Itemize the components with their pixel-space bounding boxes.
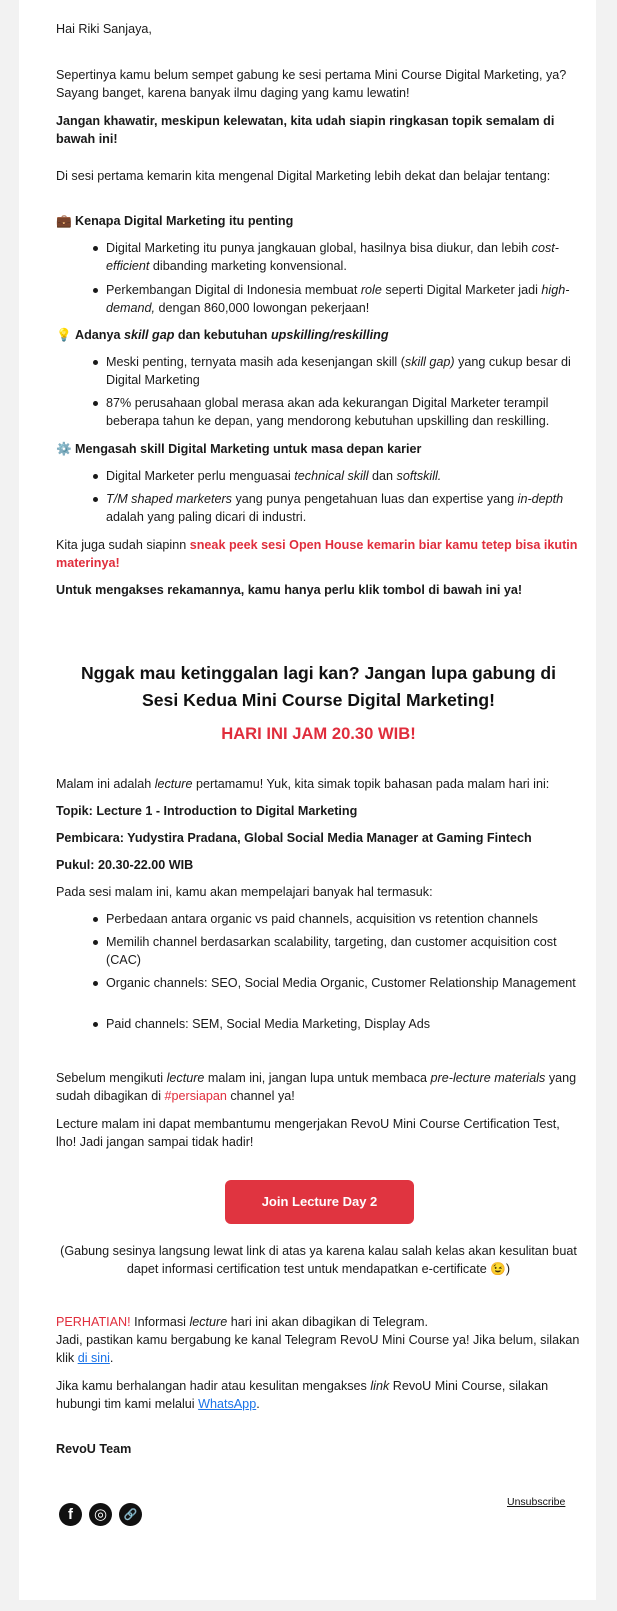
persiapan-channel-tag: #persiapan (164, 1089, 227, 1103)
telegram-link[interactable]: di sini (77, 1351, 110, 1365)
learn-intro: Pada sesi malam ini, kamu akan mempelajari banyak hal termasuk: (56, 885, 433, 899)
email-card (19, 0, 596, 1600)
unsubscribe-link[interactable]: Unsubscribe (507, 1496, 566, 1508)
headline: Nggak mau ketinggalan lagi kan? Jangan lupa gabung di Sesi Kedua Mini Course Digital Marketing! (80, 663, 557, 710)
instagram-icon[interactable]: ◎ (89, 1503, 112, 1526)
list-item: Organic channels: SEO, Social Media Organic, Customer Relationship Management (106, 974, 581, 992)
certification-paragraph: Lecture malam ini dapat membantumu mengerjakan RevoU Mini Course Certification Test, lho! Jadi jangan sampai tidak hadir! (56, 1117, 560, 1149)
time-banner: HARI INI JAM 20.30 WIB! (221, 724, 416, 743)
topic-heading-skill-gap: 💡 Adanya skill gap dan kebutuhan upskilling/reskilling (56, 328, 389, 342)
sneak-peek-highlight: sneak peek sesi Open House kemarin biar kamu tetep bisa ikutin materinya! (56, 538, 578, 570)
intro-bold-paragraph: Jangan khawatir, meskipun kelewatan, kita udah siapin ringkasan topik semalam di bawah ini! (56, 114, 555, 146)
intro-topics-paragraph: Di sesi pertama kemarin kita mengenal Digital Marketing lebih dekat dan belajar tentang: (56, 169, 551, 183)
list-item: Meski penting, ternyata masih ada kesenjangan skill (skill gap) yang cukup besar di Digital Marketing (106, 353, 581, 389)
lightbulb-icon: 💡 (56, 328, 72, 342)
gear-icon: ⚙️ (56, 442, 72, 456)
join-note: (Gabung sesinya langsung lewat link di atas ya karena kalau salah kelas akan kesulitan buat dapet informasi certification test untuk mendapatkan e-certificate 😉) (60, 1244, 577, 1276)
recording-access-paragraph: Untuk mengakses rekamannya, kamu hanya perlu klik tombol di bawah ini ya! (56, 583, 523, 597)
join-lecture-button[interactable]: Join Lecture Day 2 (225, 1180, 414, 1224)
list-item: Perkembangan Digital di Indonesia membuat role seperti Digital Marketer jadi high-demand, dengan 860,000 lowongan pekerjaan! (106, 281, 581, 317)
greeting: Hai Riki Sanjaya, (56, 22, 152, 36)
lecture-intro: Malam ini adalah lecture pertamamu! Yuk, kita simak topik bahasan pada malam hari ini: (56, 777, 550, 791)
telegram-warning: PERHATIAN! Informasi lecture hari ini akan dibagikan di Telegram. Jadi, pastikan kamu bergabung ke kanal Telegram RevoU Mini Course ya! Jika belum, silakan klik di sini. (56, 1315, 580, 1365)
topic-heading-importance: 💼 Kenapa Digital Marketing itu penting (56, 214, 294, 228)
list-item: Digital Marketer perlu menguasai technical skill dan softskill. (106, 467, 581, 485)
list-item: Perbedaan antara organic vs paid channels, acquisition vs retention channels (106, 910, 581, 928)
list-item: Digital Marketing itu punya jangkauan global, hasilnya bisa diukur, dan lebih cost-efficient dibanding marketing konvensional. (106, 239, 581, 275)
pre-lecture-paragraph: Sebelum mengikuti lecture malam ini, jangan lupa untuk membaca pre-lecture materials yang sudah dibagikan di #persiapan channel ya! (56, 1071, 577, 1103)
lecture-topic: Topik: Lecture 1 - Introduction to Digital Marketing (56, 804, 358, 818)
help-paragraph: Jika kamu berhalangan hadir atau kesulitan mengakses link RevoU Mini Course, silakan hubungi tim kami melalui WhatsApp. (56, 1379, 549, 1411)
whatsapp-link[interactable]: WhatsApp (198, 1397, 257, 1411)
list-item: Paid channels: SEM, Social Media Marketing, Display Ads (106, 1015, 581, 1033)
topic-heading-future-career: ⚙️ Mengasah skill Digital Marketing untuk masa depan karier (56, 442, 422, 456)
intro-paragraph: Sepertinya kamu belum sempet gabung ke sesi pertama Mini Course Digital Marketing, ya? Sayang banget, karena banyak ilmu daging yang kamu lewatin! (56, 68, 567, 100)
signature: RevoU Team (56, 1442, 132, 1456)
lecture-time: Pukul: 20.30-22.00 WIB (56, 858, 194, 872)
list-item: T/M shaped marketers yang punya pengetahuan luas dan expertise yang in-depth adalah yang paling dicari di industri. (106, 490, 581, 526)
facebook-icon[interactable]: f (59, 1503, 82, 1526)
link-icon[interactable]: 🔗 (119, 1503, 142, 1526)
warning-label: PERHATIAN! (56, 1315, 131, 1329)
briefcase-icon: 💼 (56, 214, 72, 228)
sneak-peek-paragraph: Kita juga sudah siapinn sneak peek sesi Open House kemarin biar kamu tetep bisa ikutin materinya! (56, 538, 578, 570)
list-item: Memilih channel berdasarkan scalability, targeting, dan customer acquisition cost (CAC) (106, 933, 581, 969)
list-item: 87% perusahaan global merasa akan ada kekurangan Digital Marketer terampil beberapa tahun ke depan, yang mendorong kebutuhan upskilling dan reskilling. (106, 394, 581, 430)
lecture-speaker: Pembicara: Yudystira Pradana, Global Social Media Manager at Gaming Fintech (56, 831, 532, 845)
